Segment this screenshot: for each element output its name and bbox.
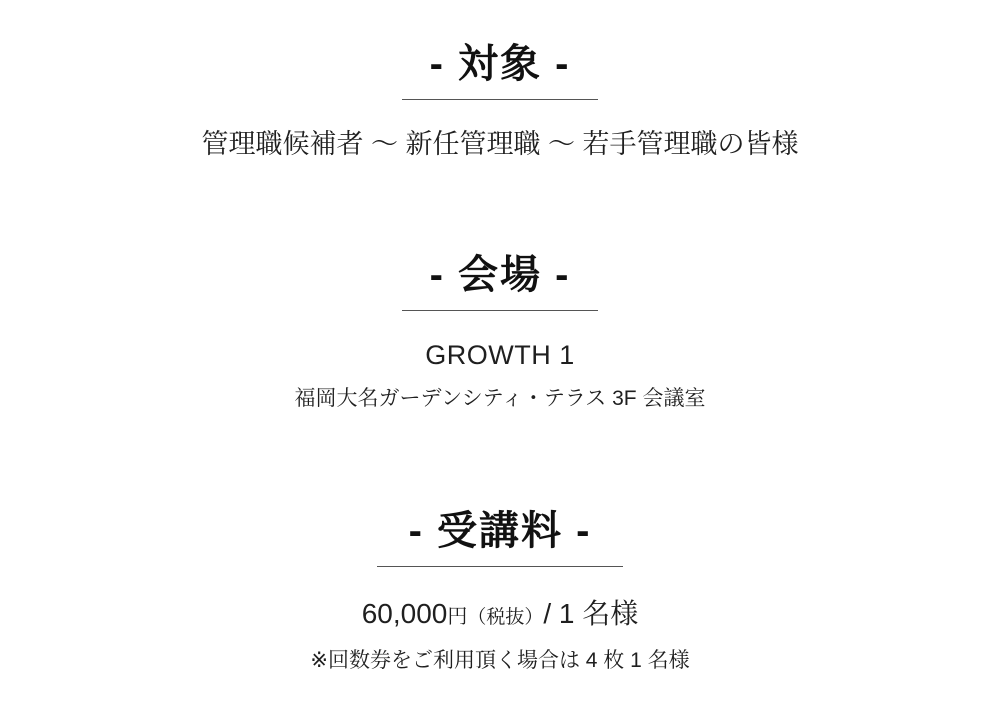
venue-heading: - 会場 - <box>429 252 571 297</box>
venue-name: GROWTH 1 <box>425 339 575 370</box>
fee-per-person: 1 名様 <box>558 597 639 629</box>
section-venue <box>0 253 1000 415</box>
target-heading: - 対象 - <box>429 42 571 86</box>
venue-heading-divider <box>402 310 598 311</box>
target-heading-divider <box>402 99 598 100</box>
section-target <box>0 42 1000 165</box>
fee-amount: 60,000 <box>361 597 448 629</box>
target-heading-wrap <box>402 42 598 100</box>
fee-heading: - 受講料 - <box>408 508 592 553</box>
venue-address: 福岡大名ガーデンシティ・テラス 3F 会議室 <box>294 387 706 410</box>
fee-separator: / <box>543 597 552 629</box>
target-audience-text: 管理職候補者 〜 新任管理職 〜 若手管理職の皆様 <box>201 129 799 159</box>
fee-heading-divider <box>377 566 623 567</box>
fee-heading-wrap <box>377 509 623 567</box>
fee-ticket-note: ※回数券をご利用頂く場合は 4 枚 1 名様 <box>310 648 690 672</box>
fee-tax-note: （税抜） <box>467 606 544 628</box>
section-fee <box>0 509 1000 677</box>
venue-heading-wrap <box>402 253 598 311</box>
fee-amount-line <box>362 593 639 635</box>
fee-currency-unit: 円 <box>447 605 468 628</box>
